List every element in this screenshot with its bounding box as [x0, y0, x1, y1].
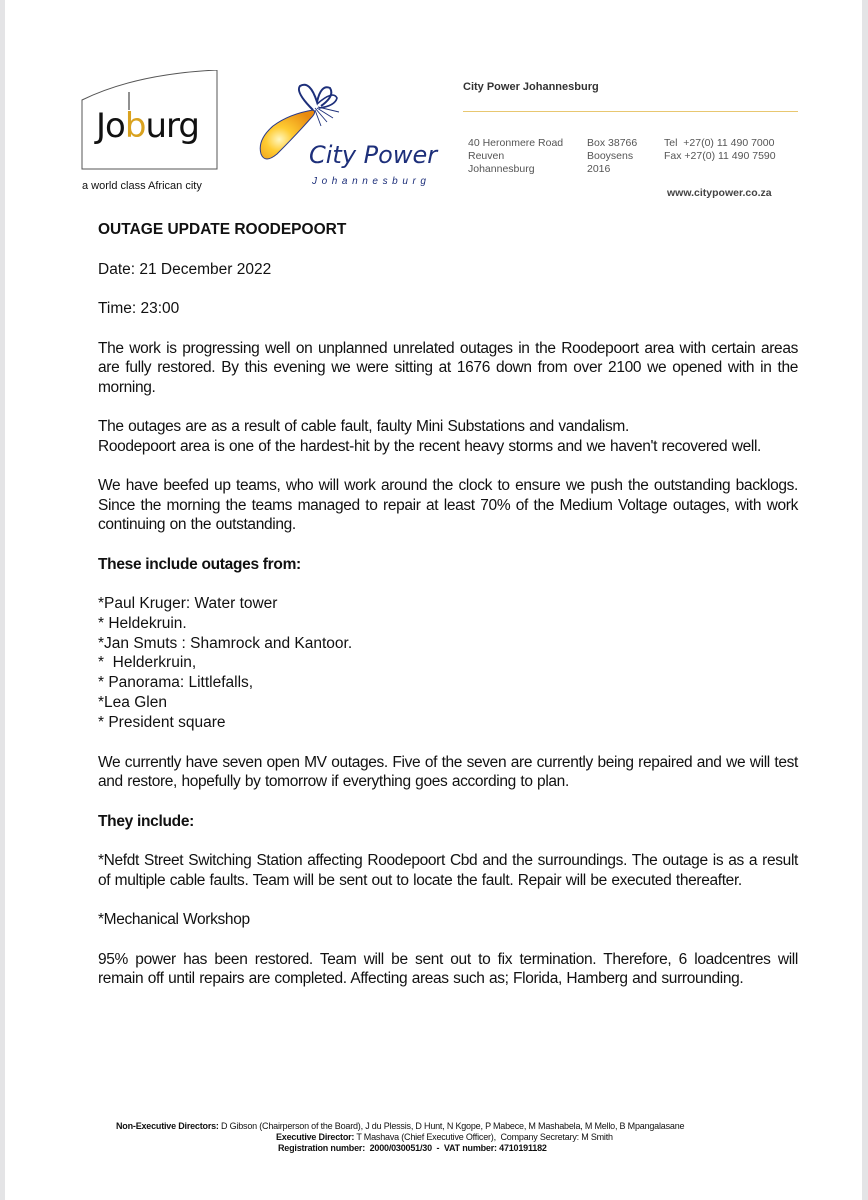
list-item: *Jan Smuts : Shamrock and Kantoor. — [98, 634, 353, 652]
paragraph-nefdt: *Nefdt Street Switching Station affecting Roodepoort Cbd and the surroundings. The outage is as a result of multiple cable faults. Team will be sent out to locate the fault. Repair will be executed thereafter. — [98, 852, 798, 889]
footer-exec-director: Executive Director: T Mashava (Chief Executive Officer), Company Secretary: M Smith — [276, 1132, 613, 1142]
document-time: Time: 23:00 — [98, 300, 180, 317]
page-edge-left — [0, 0, 5, 1200]
document-date: Date: 21 December 2022 — [98, 260, 272, 278]
document-title: OUTAGE UPDATE ROODEPOORT — [98, 221, 347, 238]
paragraph-teams: We have beefed up teams, who will work around the clock to ensure we push the outstanding backlogs. Since the morning the teams managed to repair at least 70% of the Medium Voltage outages, with work continuing on the outstanding. — [98, 477, 798, 533]
paragraph-causes: The outages are as a result of cable fault, faulty Mini Substations and vandalism. Roodepoort area is one of the hardest-hit by the recent heavy storms and we haven't recovered well. — [98, 418, 762, 455]
contact-numbers: Tel +27(0) 11 490 7000 Fax +27(0) 11 490 7590 — [664, 137, 776, 162]
paragraph-mv-outages: We currently have seven open MV outages. Five of the seven are currently being repaired and we will test and restore, hopefully by tomorrow if everything goes according to plan. — [98, 753, 798, 791]
joburg-tagline: a world class African city — [82, 180, 202, 192]
document-body — [98, 220, 798, 1009]
postal-address: Box 38766 Booysens 2016 — [587, 137, 638, 175]
list-item: * Heldekruin. — [98, 614, 187, 632]
paragraph-workshop: *Mechanical Workshop — [98, 911, 250, 929]
list-item: * President square — [98, 713, 226, 731]
paragraph-progress: The work is progressing well on unplanned unrelated outages in the Roodepoort area with certain areas are fully restored. By this evening we were sitting at 1676 down from over 2100 we opened with in the morning. — [98, 339, 798, 396]
footer-non-exec-directors: Non-Executive Directors: D Gibson (Chairperson of the Board), J du Plessis, D Hunt, N Kgope, P Mabece, M Mashabela, M Mello, B Mpangalasane — [116, 1121, 685, 1131]
paragraph-restored: 95% power has been restored. Team will be sent out to fix termination. Therefore, 6 loadcentres will remain off until repairs are completed. Affecting areas such as; Florida, Hamberg and surrounding. — [98, 950, 798, 988]
city-power-subtitle: Johannesburg — [312, 176, 431, 187]
list-item: * Panorama: Littlefalls, — [98, 674, 254, 692]
list-item: *Paul Kruger: Water tower — [98, 595, 278, 612]
header-divider — [463, 111, 798, 112]
heading-they-include: They include: — [98, 812, 195, 830]
city-power-name: City Power — [309, 141, 438, 169]
org-name: City Power Johannesburg — [463, 81, 599, 93]
joburg-logo — [80, 70, 220, 170]
list-item: *Lea Glen — [98, 693, 167, 711]
heading-outages-from: These include outages from: — [98, 555, 301, 573]
page-edge-right — [862, 0, 868, 1200]
footer-registration: Registration number: 2000/030051/30 - VAT number: 4710191182 — [278, 1143, 547, 1153]
joburg-wordmark: Joburg — [96, 106, 199, 146]
list-item: * Helderkruin, — [98, 654, 197, 672]
website-link[interactable]: www.citypower.co.za — [667, 187, 772, 199]
outage-areas-list — [98, 594, 798, 733]
street-address: 40 Heronmere Road Reuven Johannesburg — [468, 137, 564, 175]
